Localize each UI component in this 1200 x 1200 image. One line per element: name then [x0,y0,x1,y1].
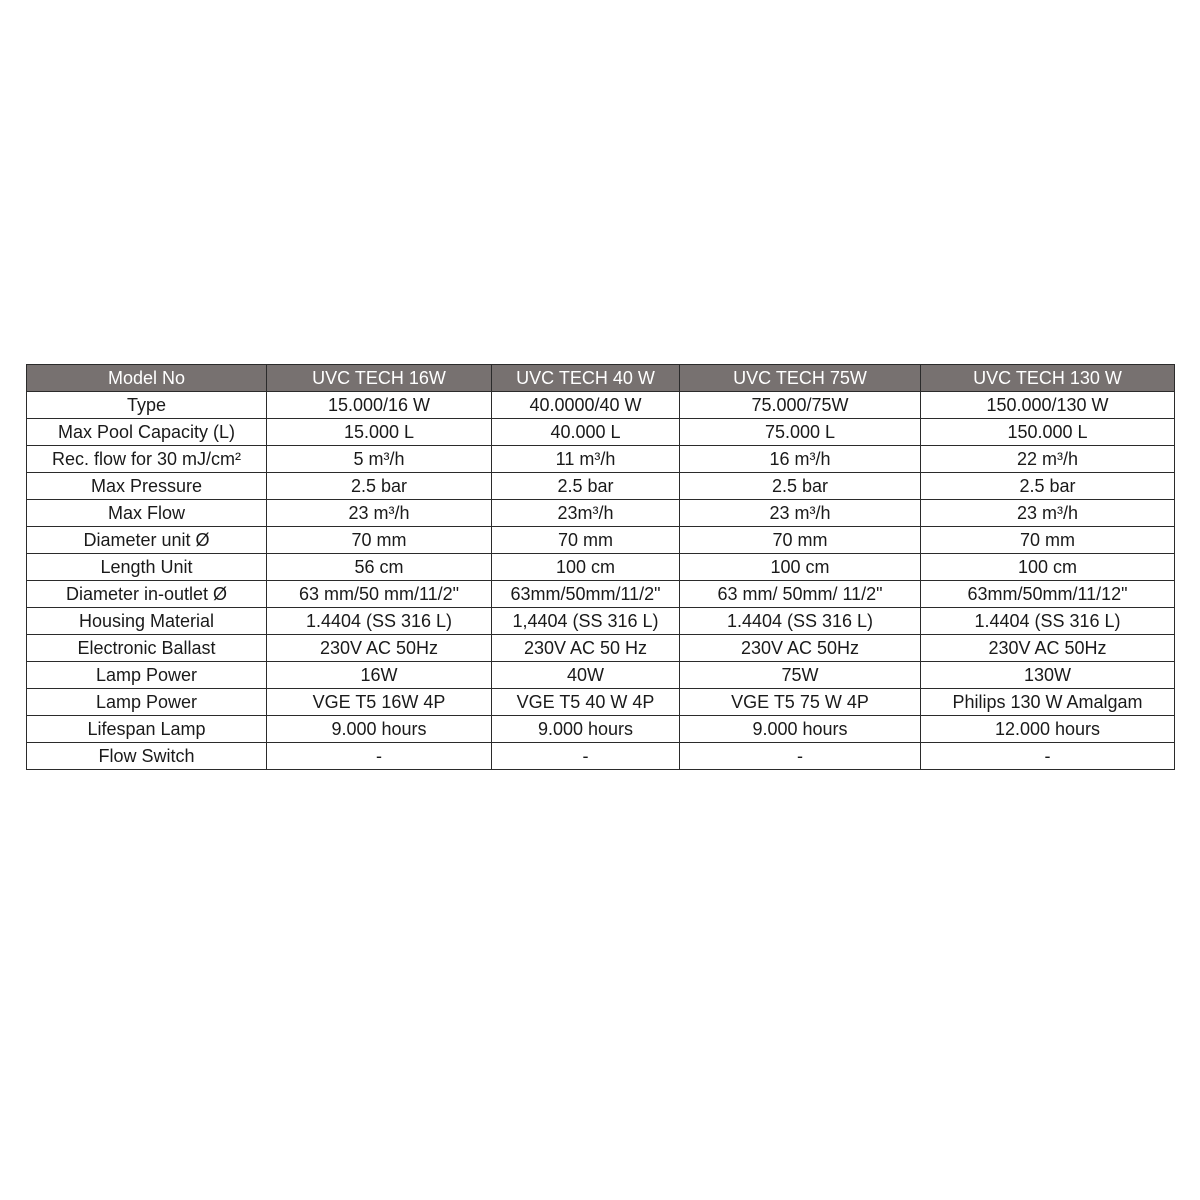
row-label: Max Pressure [27,473,267,500]
table-cell: 1,4404 (SS 316 L) [492,608,680,635]
table-row [27,527,1175,554]
table-cell: 130W [921,662,1175,689]
table-cell: 63mm/50mm/11/2" [492,581,680,608]
row-label: Max Pool Capacity (L) [27,419,267,446]
table-row [27,554,1175,581]
table-cell: 2.5 bar [680,473,921,500]
table-cell: 9.000 hours [492,716,680,743]
header-cell-uvc-130w: UVC TECH 130 W [921,365,1175,392]
table-row [27,743,1175,770]
table-cell: 150.000/130 W [921,392,1175,419]
row-label: Flow Switch [27,743,267,770]
table-cell: VGE T5 40 W 4P [492,689,680,716]
table-cell: - [267,743,492,770]
table-row [27,662,1175,689]
row-label: Diameter unit Ø [27,527,267,554]
table-cell: 5 m³/h [267,446,492,473]
table-cell: 12.000 hours [921,716,1175,743]
table-cell: 63 mm/50 mm/11/2" [267,581,492,608]
table-cell: 2.5 bar [492,473,680,500]
table-cell: 1.4404 (SS 316 L) [267,608,492,635]
table-cell: 23 m³/h [921,500,1175,527]
table-cell: 100 cm [921,554,1175,581]
table-row [27,392,1175,419]
table-cell: 40W [492,662,680,689]
header-cell-uvc-16w: UVC TECH 16W [267,365,492,392]
table-cell: 100 cm [492,554,680,581]
table-cell: 100 cm [680,554,921,581]
table-row [27,635,1175,662]
table-cell: VGE T5 75 W 4P [680,689,921,716]
table-header-row [27,365,1175,392]
table-cell: 15.000 L [267,419,492,446]
table-cell: 9.000 hours [680,716,921,743]
row-label: Electronic Ballast [27,635,267,662]
table-cell: 75.000/75W [680,392,921,419]
row-label: Lamp Power [27,689,267,716]
table-cell: 63mm/50mm/11/12" [921,581,1175,608]
table-row [27,581,1175,608]
header-cell-uvc-75w: UVC TECH 75W [680,365,921,392]
table-row [27,608,1175,635]
row-label: Lamp Power [27,662,267,689]
table-cell: - [492,743,680,770]
table-cell: 40.000 L [492,419,680,446]
table-cell: 230V AC 50Hz [921,635,1175,662]
table-cell: 75W [680,662,921,689]
table-cell: 230V AC 50Hz [680,635,921,662]
row-label: Rec. flow for 30 mJ/cm² [27,446,267,473]
table-cell: Philips 130 W Amalgam [921,689,1175,716]
table-cell: 23m³/h [492,500,680,527]
spec-table [26,364,1175,770]
table-cell: 16 m³/h [680,446,921,473]
table-cell: 230V AC 50Hz [267,635,492,662]
table-cell: - [680,743,921,770]
table-cell: 23 m³/h [267,500,492,527]
table-cell: 22 m³/h [921,446,1175,473]
header-cell-model-no: Model No [27,365,267,392]
row-label: Diameter in-outlet Ø [27,581,267,608]
table-cell: 9.000 hours [267,716,492,743]
table-cell: 40.0000/40 W [492,392,680,419]
row-label: Lifespan Lamp [27,716,267,743]
table-cell: 63 mm/ 50mm/ 11/2" [680,581,921,608]
row-label: Max Flow [27,500,267,527]
table-cell: 15.000/16 W [267,392,492,419]
table-cell: 70 mm [267,527,492,554]
table-row [27,419,1175,446]
table-cell: 70 mm [680,527,921,554]
header-cell-uvc-40w: UVC TECH 40 W [492,365,680,392]
table-cell: 2.5 bar [267,473,492,500]
table-cell: 150.000 L [921,419,1175,446]
table-cell: 2.5 bar [921,473,1175,500]
row-label: Length Unit [27,554,267,581]
table-cell: 11 m³/h [492,446,680,473]
table-row [27,500,1175,527]
row-label: Type [27,392,267,419]
table-row [27,716,1175,743]
table-cell: 70 mm [492,527,680,554]
table-row [27,446,1175,473]
table-cell: - [921,743,1175,770]
row-label: Housing Material [27,608,267,635]
table-cell: 75.000 L [680,419,921,446]
table-row [27,689,1175,716]
table-cell: 230V AC 50 Hz [492,635,680,662]
table-cell: 1.4404 (SS 316 L) [921,608,1175,635]
table-row [27,473,1175,500]
table-cell: 1.4404 (SS 316 L) [680,608,921,635]
table-cell: 70 mm [921,527,1175,554]
table-cell: VGE T5 16W 4P [267,689,492,716]
table-cell: 23 m³/h [680,500,921,527]
table-cell: 56 cm [267,554,492,581]
table-cell: 16W [267,662,492,689]
